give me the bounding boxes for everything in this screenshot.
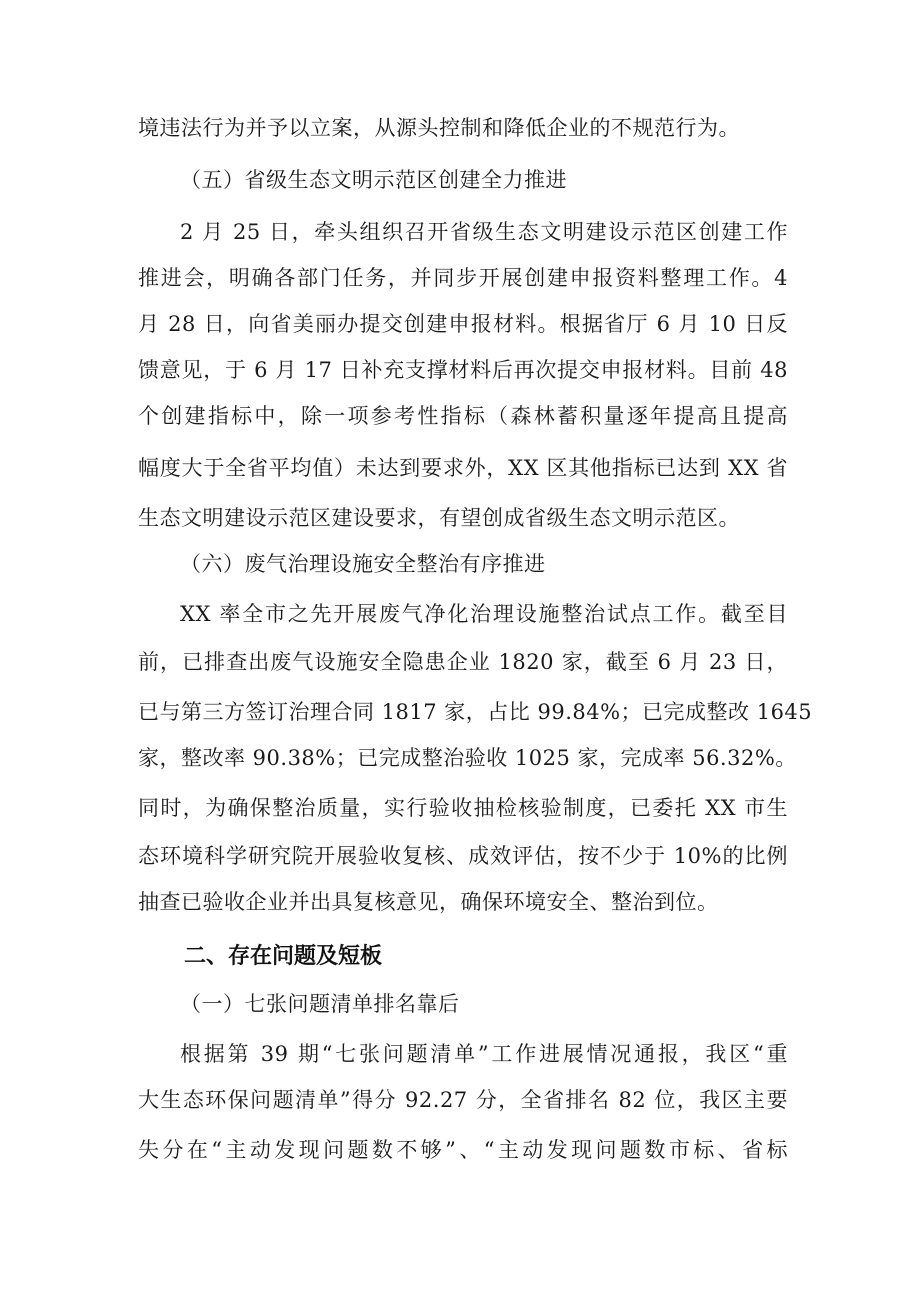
body-text-line: 前，已排查出废气设施安全隐患企业 1820 家，截至 6 月 23 日， [138, 650, 788, 674]
body-text-line: 态环境科学研究院开展验收复核、成效评估，按不少于 10%的比例 [138, 844, 788, 868]
body-text-line: 2 月 25 日，牵头组织召开省级生态文明建设示范区创建工作 [180, 220, 788, 244]
body-text-line: 家，整改率 90.38%；已完成整治验收 1025 家，完成率 56.32%。 [138, 746, 797, 770]
body-text-line: 幅度大于全省平均值）未达到要求外，XX 区其他指标已达到 XX 省 [138, 456, 788, 480]
body-text-line: 推进会，明确各部门任务，并同步开展创建申报资料整理工作。4 [138, 266, 788, 290]
section-subheading: （一）七张问题清单排名靠后 [180, 992, 460, 1016]
body-text-line: 已与第三方签订治理合同 1817 家，占比 99.84%；已完成整改 1645 [138, 700, 813, 724]
section-subheading: （六）废气治理设施安全整治有序推进 [180, 552, 546, 576]
body-text-line: 根据第 39 期“七张问题清单”工作进展情况通报，我区“重 [180, 1042, 788, 1066]
body-text-line: 月 28 日，向省美丽办提交创建申报材料。根据省厅 6 月 10 日反 [138, 312, 788, 336]
body-text-line: 失分在“主动发现问题数不够”、“主动发现问题数市标、省标 [138, 1138, 788, 1162]
body-text-line: 生态文明建设示范区建设要求，有望创成省级生态文明示范区。 [138, 506, 740, 530]
section-heading: 二、存在问题及短板 [184, 944, 383, 969]
body-text-line: XX 率全市之先开展废气净化治理设施整治试点工作。截至目 [180, 602, 788, 626]
body-text-line: 个创建指标中，除一项参考性指标（森林蓄积量逐年提高且提高 [138, 404, 788, 428]
body-text-line: 馈意见，于 6 月 17 日补充支撑材料后再次提交申报材料。目前 48 [138, 358, 788, 382]
body-text-line: 抽查已验收企业并出具复核意见，确保环境安全、整治到位。 [138, 890, 719, 914]
body-text-line: 境违法行为并予以立案，从源头控制和降低企业的不规范行为。 [138, 116, 740, 140]
section-subheading: （五）省级生态文明示范区创建全力推进 [180, 168, 567, 192]
body-text-line: 同时，为确保整治质量，实行验收抽检核验制度，已委托 XX 市生 [138, 796, 788, 820]
body-text-line: 大生态环保问题清单”得分 92.27 分，全省排名 82 位，我区主要 [138, 1088, 788, 1112]
